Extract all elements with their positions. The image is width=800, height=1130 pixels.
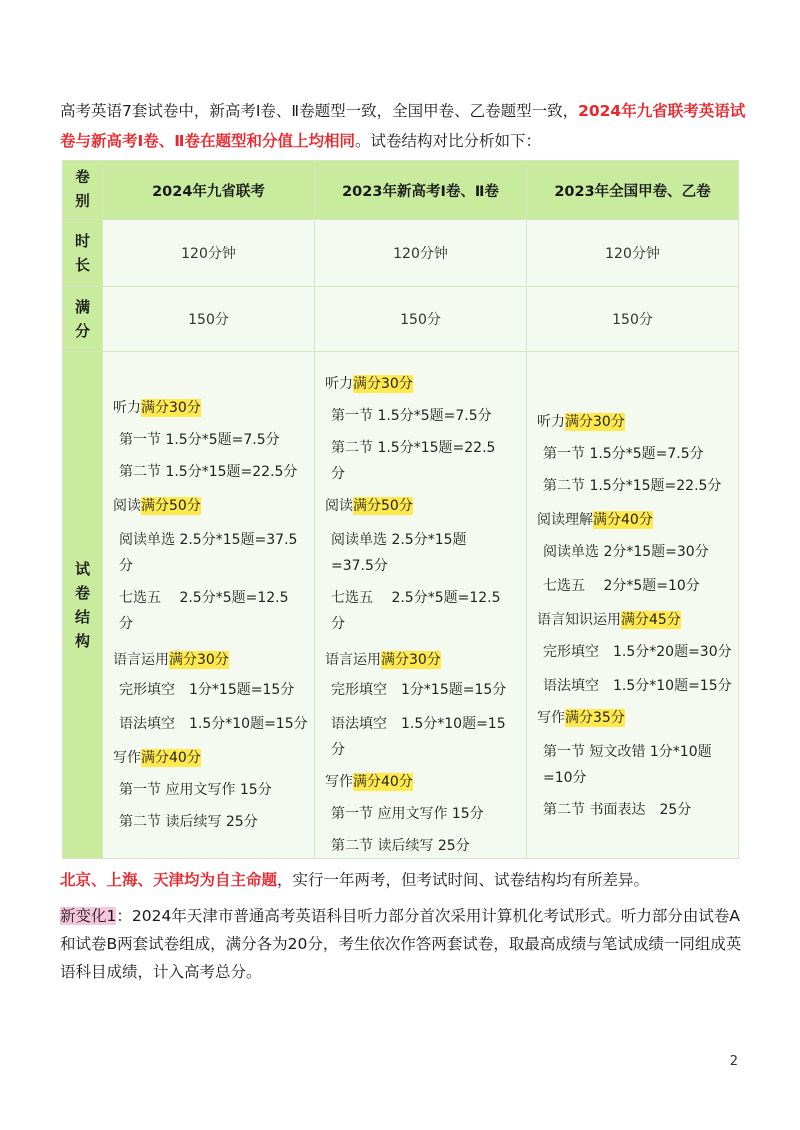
line-text: 第二节 1.5分*15题=22.5分: [119, 464, 298, 480]
line-text: 写作: [537, 710, 565, 726]
score-value: 150分: [527, 287, 739, 352]
section-line: [331, 556, 388, 576]
section-line: [119, 614, 133, 634]
corner-char: 别: [75, 194, 90, 210]
score-highlight: 满分30分: [381, 652, 441, 668]
section-line: [331, 406, 492, 426]
line-text: 语法填空 1.5分*10题=15分: [119, 716, 308, 732]
line-text: 第二节 1.5分*15题=22.5分: [543, 478, 722, 494]
change-text: ：2024年天津市普通高考英语科目听力部分首次采用计算机化考试形式。听力部分由试卷A和试卷B两套试卷组成，满分各为20分，考生依次作答两套试卷，取最高成绩与笔试成绩一同组成英语科目成绩，计入高考总分。: [60, 907, 742, 981]
line-text: 听力: [113, 400, 141, 416]
line-text: 语法填空 1.5分*10题=15: [331, 716, 506, 732]
note-paragraph: [60, 866, 750, 894]
change-tag: 新变化1: [60, 907, 117, 925]
duration-value: 120分钟: [103, 220, 315, 287]
label-char: 构: [74, 632, 90, 650]
line-text: 第一节 短文改错 1分*10题: [543, 744, 712, 760]
section-line: [119, 680, 294, 700]
section-line: [331, 740, 345, 760]
section-line: [331, 464, 345, 484]
section-line: [119, 430, 280, 450]
section-line: [543, 642, 732, 662]
section-line: [331, 680, 506, 700]
comparison-table: [62, 160, 739, 859]
section-line: [543, 800, 691, 820]
score-highlight: 满分50分: [353, 498, 413, 514]
score-highlight: 满分30分: [565, 414, 625, 430]
line-text: 分: [331, 742, 345, 758]
line-text: 阅读单选 2.5分*15题: [331, 532, 467, 548]
line-text: 第二节 读后续写 25分: [331, 838, 470, 854]
section-line: [543, 576, 700, 596]
line-text: =10分: [543, 770, 587, 786]
header-row: [63, 161, 739, 220]
section-heading: [537, 412, 625, 432]
line-text: 第一节 1.5分*5题=7.5分: [331, 408, 492, 424]
line-text: 七选五 2.5分*5题=12.5: [331, 590, 501, 606]
line-text: 阅读: [113, 498, 141, 514]
score-highlight: 满分45分: [621, 612, 681, 628]
section-line: [543, 444, 704, 464]
line-text: 第一节 应用文写作 15分: [331, 806, 484, 822]
change-paragraph: [60, 902, 750, 986]
label-char: 时: [74, 232, 90, 250]
line-text: 阅读: [325, 498, 353, 514]
section-heading: [537, 510, 653, 530]
section-line: [543, 676, 732, 696]
duration-value: 120分钟: [315, 220, 527, 287]
structure-list: [103, 352, 314, 858]
line-text: 第二节 1.5分*15题=22.5: [331, 440, 496, 456]
section-heading: [325, 374, 413, 394]
line-text: 分: [331, 466, 345, 482]
section-heading: [325, 496, 413, 516]
line-text: 听力: [325, 376, 353, 392]
line-text: 阅读单选 2.5分*15题=37.5: [119, 532, 298, 548]
line-text: 七选五 2.5分*5题=12.5: [119, 590, 289, 606]
intro-paragraph: [60, 96, 750, 156]
section-line: [331, 614, 345, 634]
section-heading: [113, 650, 229, 670]
score-label: [63, 287, 103, 352]
line-text: 语言运用: [113, 652, 169, 668]
label-char: 结: [74, 608, 90, 626]
line-text: 第二节 读后续写 25分: [119, 814, 258, 830]
section-line: [331, 836, 470, 856]
section-heading: [113, 748, 201, 768]
label-char: 试: [74, 560, 90, 578]
section-line: [331, 714, 506, 734]
structure-row: [63, 352, 739, 859]
section-line: [119, 530, 297, 550]
section-line: [331, 530, 467, 550]
duration-label: [63, 220, 103, 287]
line-text: 第二节 书面表达 25分: [543, 802, 692, 818]
score-highlight: 满分40分: [353, 774, 413, 790]
structure-list: [315, 352, 526, 858]
intro-text-2: 。试卷结构对比分析如下：: [354, 132, 541, 150]
line-text: 分: [119, 616, 133, 632]
label-char: 卷: [74, 584, 90, 602]
score-highlight: 满分30分: [353, 376, 413, 392]
section-line: [331, 588, 501, 608]
note-text: ，实行一年两考，但考试时间、试卷结构均有所差异。: [277, 871, 650, 889]
section-line: [119, 812, 258, 832]
line-text: 完形填空 1分*15题=15分: [119, 682, 295, 698]
score-highlight: 满分35分: [565, 710, 625, 726]
section-line: [543, 542, 709, 562]
section-heading: [537, 610, 681, 630]
line-text: 语言知识运用: [537, 612, 621, 628]
section-line: [119, 780, 272, 800]
header-jiusheng: 2024年九省联考: [103, 161, 315, 220]
label-char: 长: [74, 256, 90, 274]
section-line: [119, 556, 133, 576]
corner-char: 卷: [75, 170, 90, 186]
section-line: [119, 462, 297, 482]
structure-list: [527, 352, 738, 858]
line-text: 写作: [113, 750, 141, 766]
section-heading: [113, 496, 201, 516]
page-number: 2: [729, 1054, 738, 1069]
section-line: [119, 588, 289, 608]
line-text: 分: [119, 558, 133, 574]
line-text: 完形填空 1.5分*20题=30分: [543, 644, 732, 660]
section-line: [331, 804, 484, 824]
corner-cell: [63, 161, 103, 220]
section-heading: [537, 708, 625, 728]
header-xingaokao: 2023年新高考Ⅰ卷、Ⅱ卷: [315, 161, 527, 220]
intro-text-1: 高考英语7套试卷中，新高考Ⅰ卷、Ⅱ卷题型一致，全国甲卷、乙卷题型一致，: [60, 102, 579, 120]
duration-row: [63, 220, 739, 287]
section-line: [331, 438, 495, 458]
line-text: 语法填空 1.5分*10题=15分: [543, 678, 732, 694]
label-char: 分: [74, 322, 90, 340]
header-quanguo: 2023年全国甲卷、乙卷: [527, 161, 739, 220]
structure-label: [63, 352, 103, 859]
line-text: 第一节 应用文写作 15分: [119, 782, 272, 798]
section-heading: [113, 398, 201, 418]
score-highlight: 满分50分: [141, 498, 201, 514]
label-char: 满: [74, 298, 90, 316]
line-text: 语言运用: [325, 652, 381, 668]
line-text: 分: [331, 616, 345, 632]
line-text: 完形填空 1分*15题=15分: [331, 682, 507, 698]
section-line: [543, 768, 587, 788]
structure-quanguo: [527, 352, 739, 859]
line-text: 听力: [537, 414, 565, 430]
section-line: [543, 476, 721, 496]
line-text: 七选五 2分*5题=10分: [543, 578, 700, 594]
score-highlight: 满分40分: [593, 512, 653, 528]
structure-jiusheng: [103, 352, 315, 859]
section-heading: [325, 650, 441, 670]
line-text: 第一节 1.5分*5题=7.5分: [119, 432, 280, 448]
score-value: 150分: [315, 287, 527, 352]
line-text: 阅读理解: [537, 512, 593, 528]
section-line: [543, 742, 712, 762]
line-text: =37.5分: [331, 558, 388, 574]
intro-highlight: 2024年九省联考英语试卷与新高考Ⅰ卷、Ⅱ卷在题型和分值上均相同: [60, 102, 746, 150]
note-highlight: 北京、上海、天津均为自主命题: [60, 871, 278, 889]
line-text: 第一节 1.5分*5题=7.5分: [543, 446, 704, 462]
score-highlight: 满分30分: [169, 652, 229, 668]
section-line: [119, 714, 308, 734]
score-value: 150分: [103, 287, 315, 352]
line-text: 写作: [325, 774, 353, 790]
section-heading: [325, 772, 413, 792]
score-row: [63, 287, 739, 352]
line-text: 阅读单选 2分*15题=30分: [543, 544, 709, 560]
duration-value: 120分钟: [527, 220, 739, 287]
structure-xingaokao: [315, 352, 527, 859]
score-highlight: 满分30分: [141, 400, 201, 416]
score-highlight: 满分40分: [141, 750, 201, 766]
